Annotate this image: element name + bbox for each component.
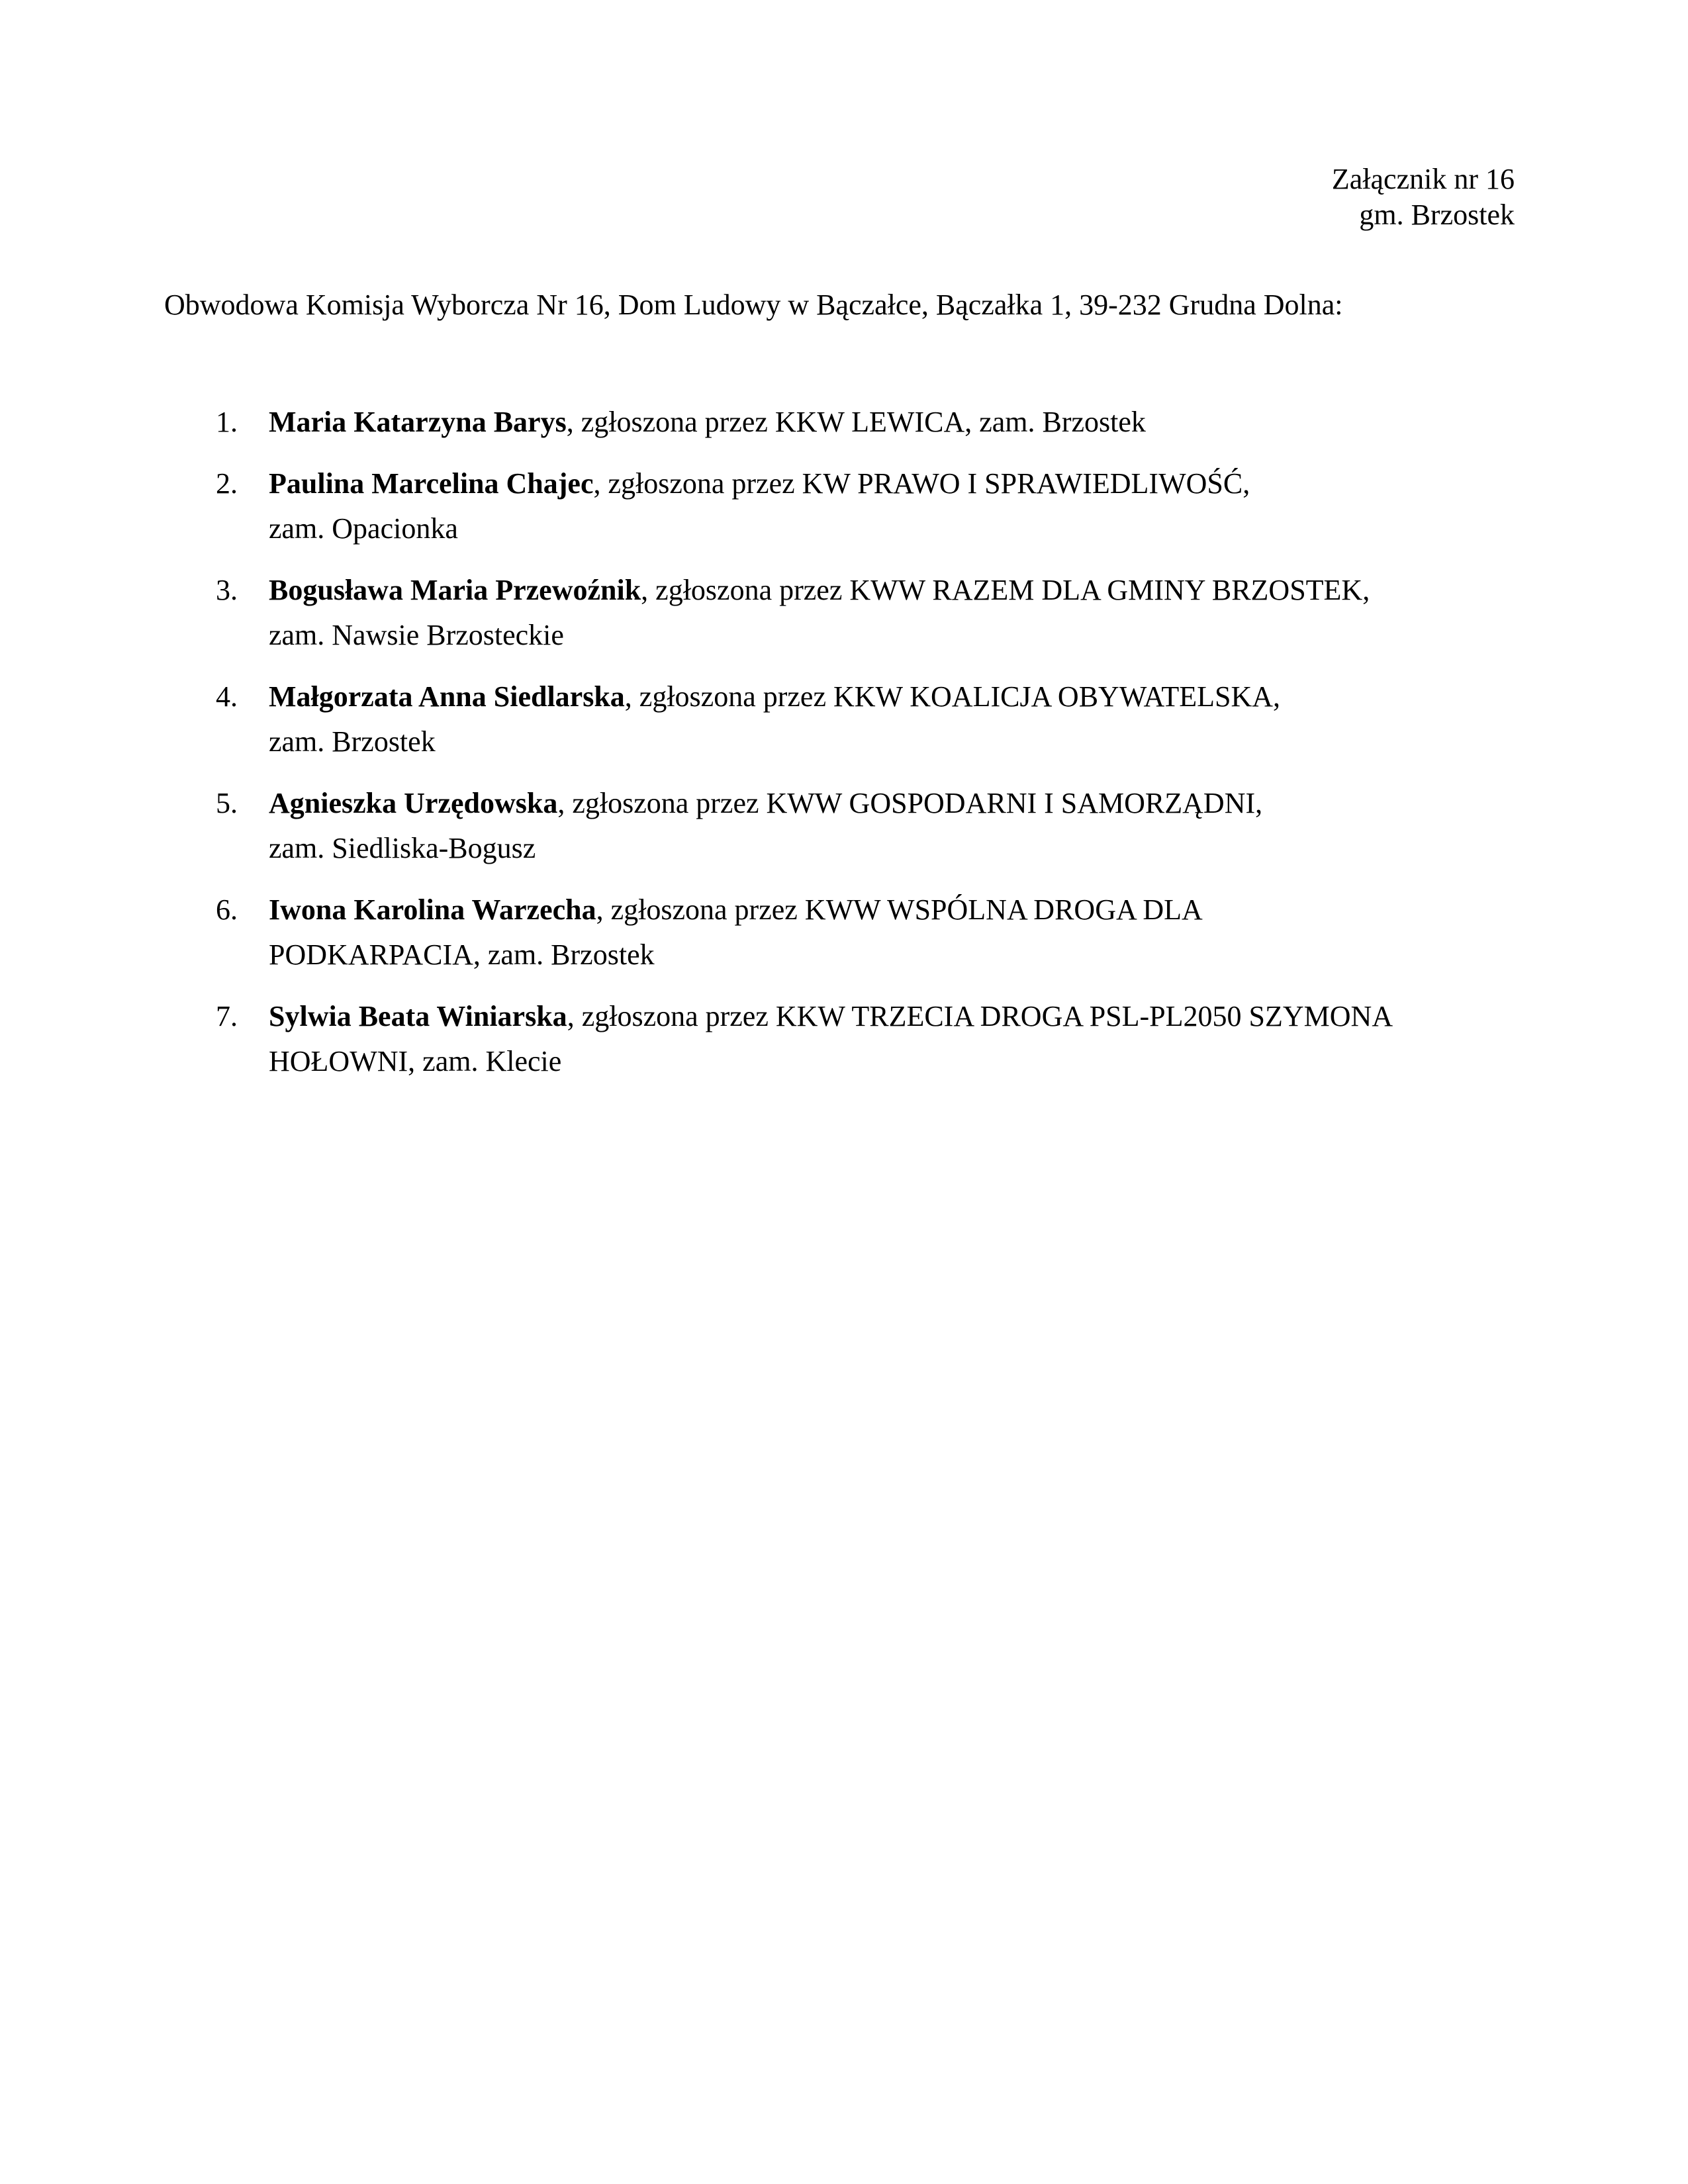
member-name: Iwona Karolina Warzecha (269, 893, 596, 926)
item-line-1 (269, 994, 1521, 1039)
member-details: , zgłoszona przez KWW RAZEM DLA GMINY BRZOSTEK, (641, 574, 1370, 606)
item-line-1 (269, 781, 1521, 826)
member-details: , zgłoszona przez KKW LEWICA, zam. Brzostek (566, 406, 1146, 438)
item-line-1 (269, 400, 1521, 445)
item-line-2: zam. Brzostek (269, 725, 436, 758)
member-details: , zgłoszona przez KKW KOALICJA OBYWATELSKA, (624, 680, 1281, 713)
list-item (164, 781, 1521, 871)
member-name: Agnieszka Urzędowska (269, 787, 558, 819)
item-number: 2. (216, 467, 238, 500)
item-number: 7. (216, 1000, 238, 1032)
item-line-2: HOŁOWNI, zam. Klecie (269, 1045, 562, 1077)
item-number: 4. (216, 680, 238, 713)
commission-heading: Obwodowa Komisja Wyborcza Nr 16, Dom Ludowy w Bączałce, Bączałka 1, 39-232 Grudna Dolna: (164, 289, 1343, 321)
item-line-1 (269, 887, 1521, 933)
item-line-2: zam. Opacionka (269, 512, 458, 545)
item-number: 6. (216, 893, 238, 926)
member-name: Paulina Marcelina Chajec (269, 467, 594, 500)
member-name: Maria Katarzyna Barys (269, 406, 567, 438)
item-line-1 (269, 568, 1521, 613)
list-item (164, 461, 1521, 551)
member-name: Sylwia Beata Winiarska (269, 1000, 567, 1032)
list-item (164, 887, 1521, 978)
item-number: 3. (216, 574, 238, 606)
item-line-2: zam. Nawsie Brzosteckie (269, 619, 564, 651)
member-details: , zgłoszona przez KWW WSPÓLNA DROGA DLA (596, 893, 1203, 926)
member-name: Bogusława Maria Przewoźnik (269, 574, 641, 606)
member-details: , zgłoszona przez KWW GOSPODARNI I SAMORZĄDNI, (557, 787, 1263, 819)
item-line-2: zam. Siedliska-Bogusz (269, 832, 536, 864)
attachment-number: Załącznik nr 16 (1331, 163, 1515, 195)
item-number: 5. (216, 787, 238, 819)
member-name: Małgorzata Anna Siedlarska (269, 680, 625, 713)
list-item (164, 568, 1521, 658)
member-details: , zgłoszona przez KW PRAWO I SPRAWIEDLIWOŚĆ, (593, 467, 1250, 500)
list-item (164, 994, 1521, 1084)
item-line-1 (269, 674, 1521, 719)
list-item (164, 400, 1521, 445)
members-list (164, 400, 1521, 1101)
municipality-name: gm. Brzostek (1359, 199, 1515, 231)
item-number: 1. (216, 406, 238, 438)
item-line-1 (269, 461, 1521, 506)
item-line-2: PODKARPACIA, zam. Brzostek (269, 938, 655, 971)
list-item (164, 674, 1521, 764)
attachment-header (1332, 161, 1515, 233)
member-details: , zgłoszona przez KKW TRZECIA DROGA PSL-PL2050 SZYMONA (567, 1000, 1393, 1032)
